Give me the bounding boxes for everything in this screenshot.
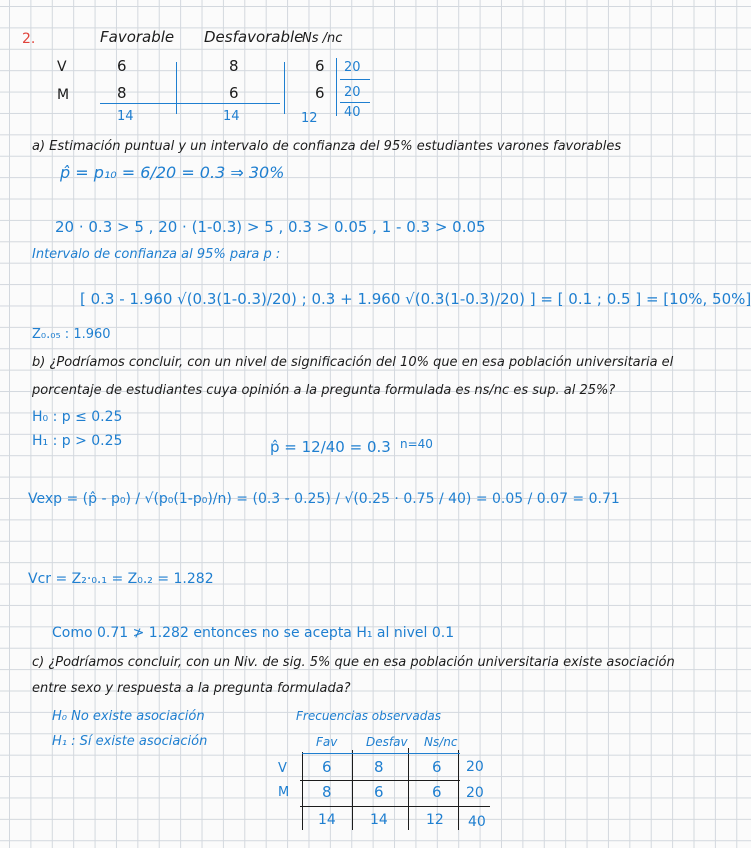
observed-table-divider [458, 750, 459, 830]
part-a-point-estimate: p̂ = p₁₀ = 6/20 = 0.3 ⇒ 30% [60, 163, 285, 182]
part-b-h1: H₁ : p > 0.25 [32, 433, 123, 449]
table1-divider [340, 102, 370, 103]
table1-header-favorable: Favorable [100, 28, 175, 46]
table1-cell: 8 [229, 57, 239, 75]
observed-header-fav: Fav [316, 735, 338, 749]
observed-header-nsnc: Ns/nc [424, 735, 458, 749]
part-c-question-line1: c) ¿Podríamos concluir, con un Niv. de sig. 5% que en esa población universitaria existe asociación [32, 655, 675, 670]
observed-header-desfav: Desfav [366, 735, 408, 749]
table1-col-total: 14 [223, 109, 240, 124]
observed-cell: 6 [432, 783, 442, 801]
part-b-conclusion: Como 0.71 ≯ 1.282 entonces no se acepta H₁ al nivel 0.1 [52, 625, 455, 641]
observed-row-label-v: V [278, 761, 287, 776]
observed-table-divider [408, 748, 409, 830]
observed-col-total: 14 [318, 812, 336, 828]
observed-cell: 8 [374, 758, 384, 776]
part-a-interval-formula: [ 0.3 - 1.960 √(0.3(1-0.3)/20) ; 0.3 + 1.960 √(0.3(1-0.3)/20) ] = [ 0.1 ; 0.5 ] = [10%, 50%] [80, 290, 751, 308]
table1-cell: 6 [315, 84, 325, 102]
observed-cell: 8 [322, 783, 332, 801]
table1-cell: 6 [229, 84, 239, 102]
table1-row-label-m: M [57, 87, 70, 103]
observed-table-divider [300, 806, 490, 807]
table1-col-total: 14 [117, 109, 134, 124]
observed-cell: 6 [432, 758, 442, 776]
part-c-h0: H₀ No existe asociación [52, 709, 205, 724]
observed-col-total: 14 [370, 812, 388, 828]
observed-cell: 6 [322, 758, 332, 776]
observed-col-total: 12 [426, 812, 444, 828]
table1-divider [284, 62, 285, 114]
part-a-interval-label: Intervalo de confianza al 95% para p : [32, 247, 281, 262]
table1-divider [336, 58, 337, 116]
table1-divider [176, 62, 177, 114]
table1-col-total: 12 [301, 111, 318, 126]
observed-cell: 6 [374, 783, 384, 801]
observed-grand-total: 40 [468, 814, 486, 830]
observed-table-divider [302, 752, 303, 830]
observed-row-label-m: M [278, 785, 290, 800]
part-b-v-critical: Vcr = Z₂·₀.₁ = Z₀.₂ = 1.282 [28, 571, 214, 587]
table1-cell: 6 [117, 57, 127, 75]
part-a-question: a) Estimación puntual y un intervalo de confianza del 95% estudiantes varones favorables [32, 139, 622, 154]
part-c-question-line2: entre sexo y respuesta a la pregunta formulada? [32, 681, 351, 696]
part-b-n: n=40 [400, 437, 433, 451]
part-b-question-line1: b) ¿Podríamos concluir, con un nivel de significación del 10% que en esa población universitaria el [32, 355, 674, 370]
table1-row-total: 20 [344, 85, 361, 100]
observed-table-divider [302, 753, 460, 754]
problem-number: 2. [22, 31, 36, 47]
part-b-h0: H₀ : p ≤ 0.25 [32, 409, 123, 425]
table1-row-total: 20 [344, 60, 361, 75]
observed-row-total: 20 [466, 759, 484, 775]
observed-row-total: 20 [466, 785, 484, 801]
observed-table-divider [300, 780, 460, 781]
table1-row-label-v: V [57, 59, 67, 75]
part-c-h1: H₁ : Sí existe asociación [52, 734, 208, 749]
part-a-conditions: 20 · 0.3 > 5 , 20 · (1-0.3) > 5 , 0.3 > 0.05 , 1 - 0.3 > 0.05 [55, 218, 486, 236]
observed-table-title: Frecuencias observadas [296, 709, 441, 723]
table1-divider [340, 79, 370, 80]
table1-cell: 8 [117, 84, 127, 102]
table1-grand-total: 40 [344, 105, 361, 120]
part-b-p-hat: p̂ = 12/40 = 0.3 [270, 438, 391, 456]
part-b-question-line2: porcentaje de estudiantes cuya opinión a la pregunta formulada es ns/nc es sup. al 25%? [32, 383, 616, 398]
observed-table-divider [352, 750, 353, 830]
table1-header-desfavorable: Desfavorable [204, 28, 304, 46]
table1-divider [100, 103, 280, 104]
part-a-z-value: Z₀.₀₅ : 1.960 [32, 327, 111, 342]
table1-header-nsnc: Ns /nc [302, 31, 343, 46]
part-b-v-exp: Vexp = (p̂ - p₀) / √(p₀(1-p₀)/n) = (0.3 - 0.25) / √(0.25 · 0.75 / 40) = 0.05 / 0.07 = 0.71 [28, 491, 620, 507]
table1-cell: 6 [315, 57, 325, 75]
